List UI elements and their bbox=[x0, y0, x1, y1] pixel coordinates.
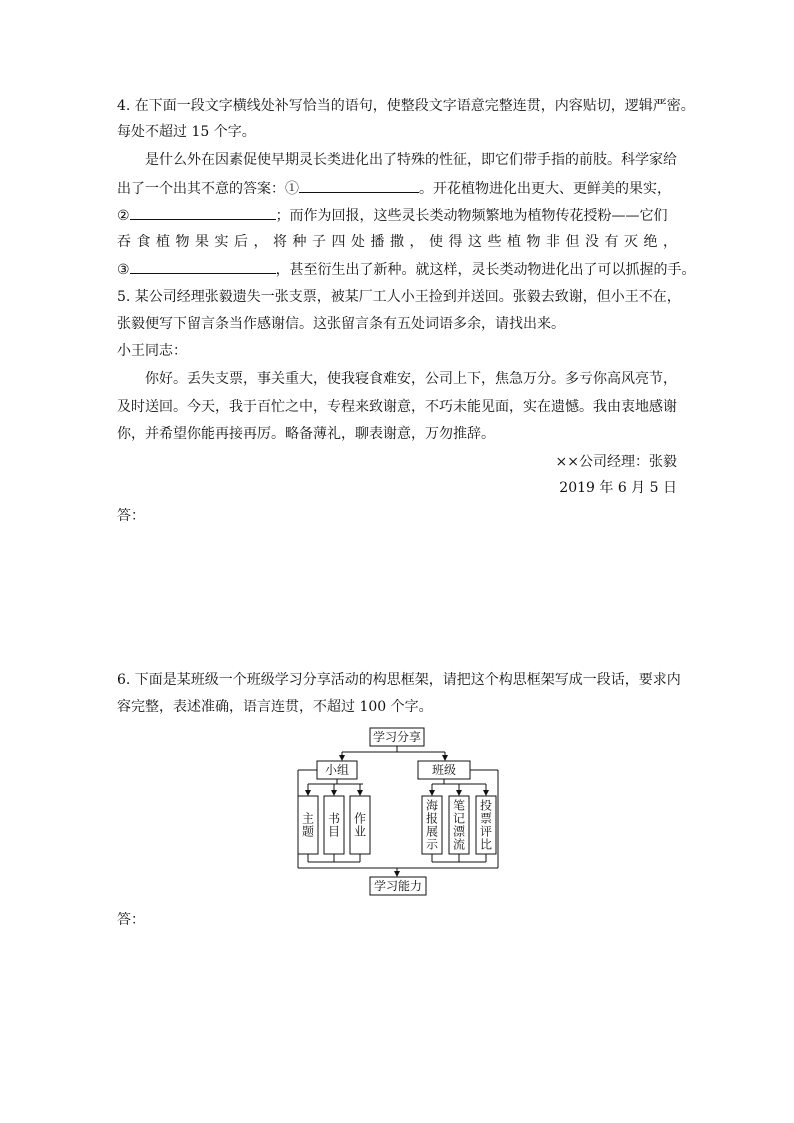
q4-prompt-line1: 4. 在下面一段文字横线处补写恰当的语句，使整段文字语意完整连贯，内容贴切，逻辑严密。 bbox=[117, 98, 695, 114]
note-signature: ××公司经理：张毅 bbox=[555, 454, 677, 470]
diagram-top-label: 学习分享 bbox=[372, 730, 422, 744]
right-item-char: 投 bbox=[479, 798, 493, 813]
q4-passage-text: ，甚至衍生出了新种。就这样，灵长类动物进化出了可以抓握的手。 bbox=[275, 262, 696, 278]
right-item-char: 评 bbox=[479, 824, 493, 839]
q5-prompt-line1: 5. 某公司经理张毅遗失一张支票，被某厂工人小王捡到并送回。张毅去致谢，但小王不在， bbox=[117, 289, 681, 305]
q4-passage-text: 出了一个出其不意的答案：① bbox=[117, 181, 299, 197]
note-salutation: 小王同志： bbox=[117, 343, 187, 359]
q4-passage-text: ；而作为回报，这些灵长类动物频繁地为植物传花授粉——它们 bbox=[275, 208, 668, 224]
q6-answer-label: 答： bbox=[117, 912, 145, 928]
note-date: 2019 年 6 月 5 日 bbox=[559, 480, 677, 496]
right-item-char: 展 bbox=[425, 824, 439, 839]
left-item-char: 主 bbox=[301, 811, 315, 826]
right-item-char: 流 bbox=[452, 837, 466, 852]
q4-passage-text: ② bbox=[117, 208, 130, 224]
q6-prompt-line2: 容完整，表述准确，语言连贯，不超过 100 个字。 bbox=[117, 699, 433, 715]
diagram-bottom-label: 学习能力 bbox=[373, 879, 423, 893]
left-item-char: 目 bbox=[327, 824, 341, 839]
q5-prompt-line2: 张毅便写下留言条当作感谢信。这张留言条有五处词语多余，请找出来。 bbox=[117, 316, 565, 332]
note-body-line2: 及时送回。今天，我于百忙之中，专程来致谢意，不巧未能见面，实在遗憾。我由衷地感谢 bbox=[117, 399, 677, 415]
q4-passage-text: ③ bbox=[117, 262, 130, 278]
diagram-right-group-label: 班级 bbox=[431, 763, 457, 777]
diagram-left-group-label: 小组 bbox=[324, 763, 350, 777]
right-item-char: 漂 bbox=[452, 824, 466, 839]
left-item-char: 书 bbox=[327, 811, 341, 826]
left-item-char: 作 bbox=[353, 811, 367, 826]
q4-passage-text: 。开花植物进化出更大、更鲜美的果实， bbox=[419, 181, 671, 197]
right-item-char: 笔 bbox=[452, 798, 466, 813]
q6-prompt-line1: 6. 下面是某班级一个班级学习分享活动的构思框架，请把这个构思框架写成一段话，要求内 bbox=[117, 672, 681, 688]
q5-answer-label: 答： bbox=[117, 508, 145, 524]
right-item-char: 海 bbox=[425, 798, 439, 813]
q4-passage-line4: 吞食植物果实后，将种子四处播撒，使得这些植物非但没有灭绝， bbox=[117, 234, 677, 250]
note-body-line3: 你，并希望你能再接再厉。略备薄礼，聊表谢意，万勿推辞。 bbox=[117, 426, 495, 442]
q4-passage-line1: 是什么外在因素促使早期灵长类进化出了特殊的性征，即它们带手指的前肢。科学家给 bbox=[145, 152, 677, 168]
left-item-char: 业 bbox=[353, 824, 367, 839]
right-item-char: 记 bbox=[452, 811, 466, 826]
left-item-char: 题 bbox=[301, 824, 315, 839]
right-item-char: 示 bbox=[425, 837, 439, 852]
right-item-char: 票 bbox=[479, 811, 493, 826]
right-item-char: 比 bbox=[479, 837, 493, 852]
note-body-line1: 你好。丢失支票，事关重大，使我寝食难安，公司上下，焦急万分。多亏你高风亮节， bbox=[145, 371, 677, 387]
q4-prompt-line2: 每处不超过 15 个字。 bbox=[117, 124, 256, 140]
right-item-char: 报 bbox=[425, 811, 439, 826]
